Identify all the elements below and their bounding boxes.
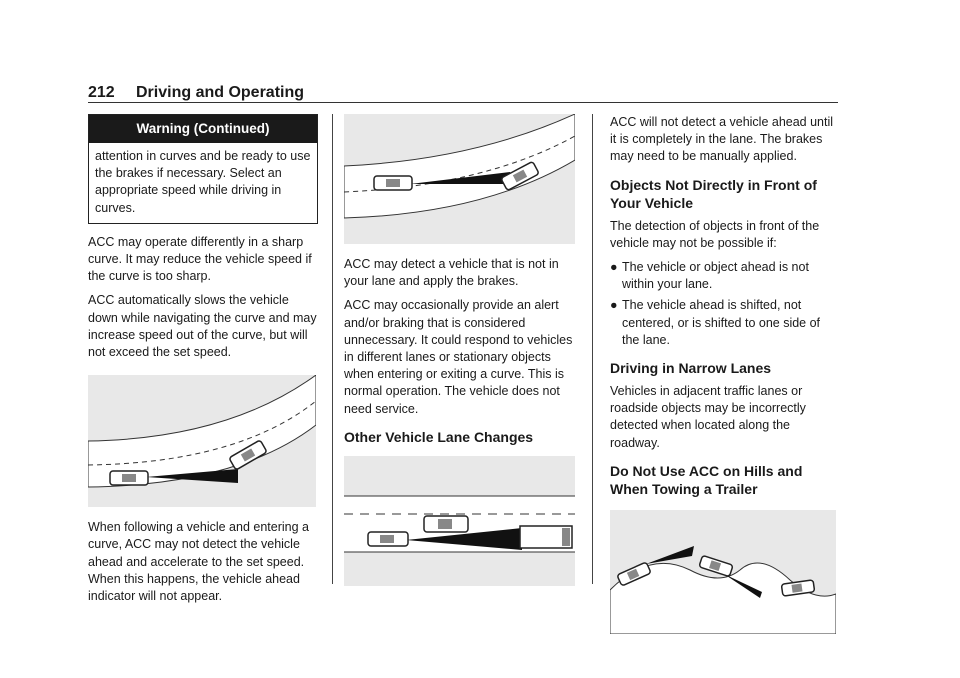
bullet-list: [610, 259, 836, 349]
paragraph: ACC may detect a vehicle that is not in your lane and apply the brakes.: [344, 257, 559, 289]
hills-illustration: [610, 510, 836, 634]
warning-title: Warning (Continued): [89, 115, 317, 143]
page-number: 212: [88, 84, 115, 101]
warning-box: [88, 114, 318, 224]
section-heading: Driving in Narrow Lanes: [610, 360, 772, 377]
lane-change-illustration: [344, 456, 575, 586]
section-heading: Other Vehicle Lane Changes: [344, 428, 534, 445]
list-item: [610, 259, 836, 293]
paragraph: ACC automatically slows the vehicle down while navigating the curve and may increase speed out of the curve, but will not exceed the set speed.: [88, 293, 317, 360]
adjacent-lane-illustration: [344, 114, 575, 244]
paragraph: ACC may operate differently in a sharp curve. It may reduce the vehicle speed if the curve is too sharp.: [88, 234, 312, 284]
curve-illustration: [88, 375, 316, 507]
list-item-text: The vehicle ahead is shifted, not centered, or is shifted to one side of the lane.: [622, 298, 821, 347]
section-heading: Do Not Use ACC on Hills and When Towing a Trailer: [610, 462, 803, 497]
paragraph: When following a vehicle and entering a curve, ACC may not detect the vehicle ahead and accelerate to the set speed. When this happens, the vehicle ahead indicator will not appear.: [88, 520, 309, 604]
bullet-icon: ●: [610, 260, 618, 275]
paragraph: Vehicles in adjacent traffic lanes or roadside objects may be incorrectly detected when located along the roadway.: [610, 384, 806, 450]
column-2: [344, 114, 578, 598]
section-title: Driving and Operating: [136, 84, 305, 101]
paragraph: The detection of objects in front of the vehicle may not be possible if:: [610, 218, 820, 250]
column-divider-2: [592, 114, 593, 584]
section-heading: Objects Not Directly in Front of Your Vehicle: [610, 176, 817, 211]
column-3: [610, 114, 836, 646]
list-item: [610, 297, 836, 349]
column-1: [88, 114, 318, 612]
header-rule: [88, 102, 838, 103]
bullet-icon: ●: [610, 298, 618, 313]
list-item-text: The vehicle or object ahead is not within your lane.: [622, 260, 809, 292]
paragraph: ACC will not detect a vehicle ahead until it is completely in the lane. The brakes may need to be manually applied.: [610, 115, 834, 164]
page-header: [88, 84, 838, 104]
column-divider-1: [332, 114, 333, 584]
warning-text: attention in curves and be ready to use the brakes if necessary. Select an appropriate speed while driving in curves.: [95, 149, 311, 215]
paragraph: ACC may occasionally provide an alert and/or braking that is considered unnecessary. It could respond to vehicles in different lanes or stationary objects when entering or exiting a curve. This is normal operation. The vehicle does not need service.: [344, 298, 573, 416]
